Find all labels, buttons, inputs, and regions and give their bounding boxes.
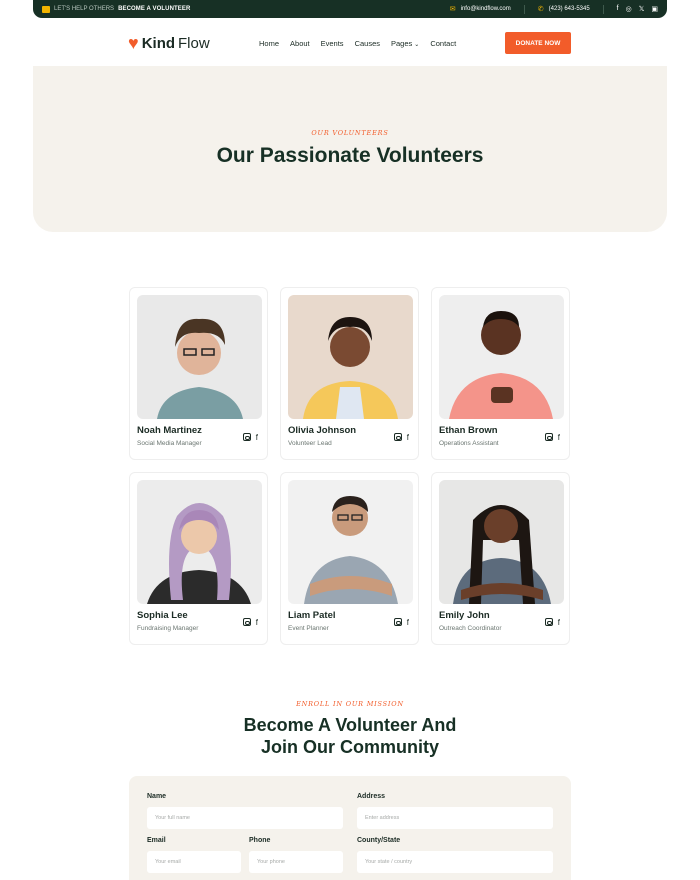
- card-social: [394, 618, 409, 627]
- volunteer-photo: [439, 295, 564, 419]
- email-label: Email: [147, 837, 166, 844]
- nav-pages-label: Pages: [391, 38, 413, 48]
- volunteer-card: [431, 287, 570, 460]
- address-field-group: [357, 793, 553, 829]
- mail-icon: ✉: [449, 6, 456, 13]
- nav-causes[interactable]: Causes: [354, 38, 380, 48]
- logo-primary: Kind: [141, 34, 176, 52]
- enroll-title-line1: Become A Volunteer And: [243, 715, 457, 735]
- volunteer-name: Olivia Johnson: [288, 425, 357, 436]
- linkedin-icon[interactable]: ▣: [651, 6, 658, 13]
- facebook-icon[interactable]: f: [406, 433, 409, 442]
- topbar-social: [617, 5, 658, 13]
- volunteer-card: [280, 472, 419, 645]
- volunteer-photo: [288, 480, 413, 604]
- volunteer-card: [129, 472, 268, 645]
- volunteer-grid: [129, 287, 571, 645]
- volunteer-photo: [137, 480, 262, 604]
- volunteer-card: [280, 287, 419, 460]
- volunteer-card: [431, 472, 570, 645]
- gift-icon: [42, 6, 50, 13]
- divider: [603, 5, 604, 14]
- volunteer-role: Outreach Coordinator: [439, 625, 502, 632]
- site-header: [128, 30, 571, 56]
- nav-pages[interactable]: [391, 39, 419, 48]
- instagram-icon[interactable]: [545, 433, 553, 441]
- facebook-icon[interactable]: f: [616, 5, 619, 12]
- instagram-icon[interactable]: [243, 433, 251, 441]
- card-social: [545, 433, 560, 442]
- topbar-lead-text: LET'S HELP OTHERS: [54, 6, 115, 12]
- email-input[interactable]: [147, 851, 241, 873]
- page-title: Our Passionate Volunteers: [216, 144, 484, 167]
- topbar-contact: [450, 5, 658, 14]
- volunteer-role: Social Media Manager: [137, 440, 202, 447]
- main-nav: [259, 39, 456, 48]
- facebook-icon[interactable]: f: [255, 618, 258, 627]
- instagram-icon[interactable]: [394, 618, 402, 626]
- instagram-icon[interactable]: [243, 618, 251, 626]
- topbar-email[interactable]: info@kindflow.com: [460, 6, 511, 12]
- email-field-group: [147, 837, 241, 873]
- name-input[interactable]: [147, 807, 343, 829]
- chevron-down-icon: ⌄: [414, 41, 420, 48]
- volunteer-role: Fundraising Manager: [137, 625, 199, 632]
- volunteer-role: Operations Assistant: [439, 440, 499, 447]
- volunteer-role: Event Planner: [288, 625, 329, 632]
- volunteer-role: Volunteer Lead: [288, 440, 332, 447]
- volunteer-name: Emily John: [439, 610, 490, 621]
- enroll-title-line2: Join Our Community: [260, 737, 439, 757]
- nav-events[interactable]: Events: [320, 38, 344, 48]
- instagram-icon[interactable]: [394, 433, 402, 441]
- become-volunteer-link[interactable]: BECOME A VOLUNTEER: [118, 6, 191, 12]
- facebook-icon[interactable]: f: [406, 618, 409, 627]
- card-social: [394, 433, 409, 442]
- county-label: County/State: [357, 837, 401, 844]
- volunteer-photo: [439, 480, 564, 604]
- volunteer-name: Noah Martinez: [137, 425, 202, 436]
- nav-about[interactable]: About: [290, 38, 310, 48]
- phone-input[interactable]: [249, 851, 343, 873]
- phone-icon: ✆: [537, 6, 544, 13]
- county-input[interactable]: [357, 851, 553, 873]
- card-social: [545, 618, 560, 627]
- name-field-group: [147, 793, 343, 829]
- page-hero: [33, 66, 667, 232]
- volunteer-photo: [288, 295, 413, 419]
- facebook-icon[interactable]: f: [557, 433, 560, 442]
- nav-home[interactable]: Home: [259, 38, 280, 48]
- name-label: Name: [147, 793, 167, 800]
- instagram-icon[interactable]: ◎: [625, 6, 632, 13]
- heart-logo-icon: ♥: [128, 33, 139, 53]
- phone-label: Phone: [249, 837, 271, 844]
- volunteer-name: Ethan Brown: [439, 425, 498, 436]
- donate-button[interactable]: DONATE NOW: [505, 32, 571, 54]
- county-field-group: [357, 837, 553, 873]
- volunteer-name: Liam Patel: [288, 610, 336, 621]
- address-label: Address: [357, 793, 386, 800]
- topbar-phone[interactable]: (423) 643-5345: [548, 6, 590, 12]
- volunteer-card: [129, 287, 268, 460]
- instagram-icon[interactable]: [545, 618, 553, 626]
- phone-field-group: [249, 837, 343, 873]
- card-social: [243, 433, 258, 442]
- x-icon[interactable]: 𝕏: [638, 6, 645, 13]
- nav-contact[interactable]: Contact: [430, 38, 457, 48]
- enroll-title: [0, 714, 700, 758]
- volunteer-form: [129, 776, 571, 880]
- top-bar: [33, 0, 667, 18]
- enroll-eyebrow: ENROLL IN OUR MISSION: [296, 700, 404, 708]
- address-input[interactable]: [357, 807, 553, 829]
- divider: [524, 5, 525, 14]
- facebook-icon[interactable]: f: [557, 618, 560, 627]
- logo-secondary: Flow: [178, 34, 210, 52]
- card-social: [243, 618, 258, 627]
- hero-eyebrow: OUR VOLUNTEERS: [311, 129, 389, 137]
- volunteer-name: Sophia Lee: [137, 610, 188, 621]
- volunteer-photo: [137, 295, 262, 419]
- logo[interactable]: [128, 34, 258, 52]
- facebook-icon[interactable]: f: [255, 433, 258, 442]
